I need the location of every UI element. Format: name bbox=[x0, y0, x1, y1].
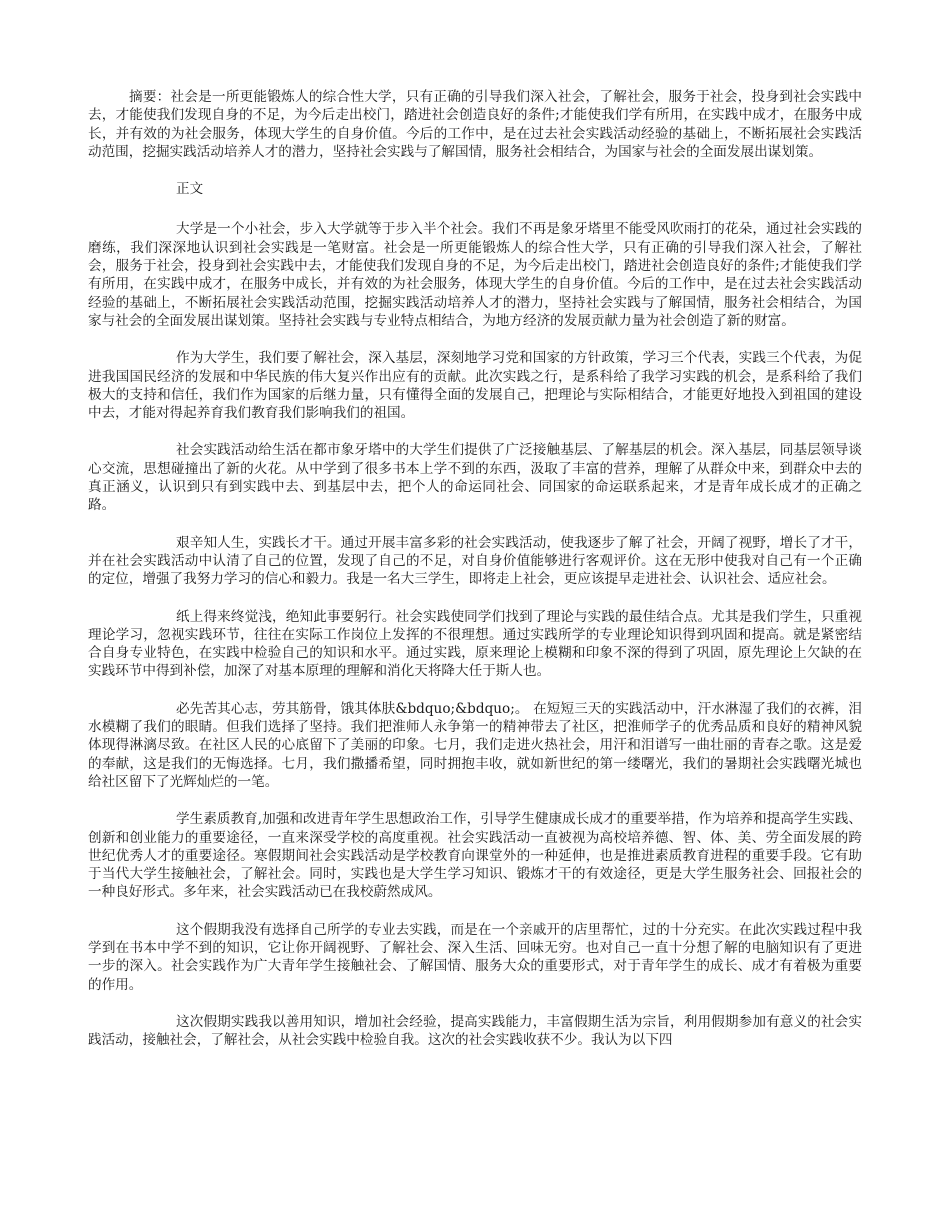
body-paragraph-7: 学生素质教育,加强和改进青年学生思想政治工作，引导学生健康成长成才的重要举措，作为培养和提高学生实践、创新和创业能力的重要途径，一直来深受学校的高度重视。社会实践活动一直被视为高校培养德、智、体、美、劳全面发展的跨世纪优秀人才的重要途径。寒假期间社会实践活动是学校教育向课堂外的一种延伸，也是推进素质教育进程的重要手段。它有助于当代大学生接触社会，了解社会。同时，实践也是大学生学习知识、锻炼才干的有效途径，更是大学生服务社会、回报社会的一种良好形式。多年来，社会实践活动已在我校蔚然成风。 bbox=[88, 811, 862, 901]
body-paragraph-8: 这个假期我没有选择自己所学的专业去实践，而是在一个亲戚开的店里帮忙，过的十分充实。在此次实践过程中我学到在书本中学不到的知识，它让你开阔视野、了解社会、深入生活、回味无穷。也对自己一直十分想了解的电脑知识有了更进一步的深入。社会实践作为广大青年学生接触社会、了解国情、服务大众的重要形式，对于青年学生的成长、成才有着极为重要的作用。 bbox=[88, 921, 862, 993]
body-paragraph-3: 社会实践活动给生活在都市象牙塔中的大学生们提供了广泛接触基层、了解基层的机会。深入基层，同基层领导谈心交流，思想碰撞出了新的火花。从中学到了很多书本上学不到的东西，汲取了丰富的营养，理解了从群众中来，到群众中去的真正涵义，认识到只有到实践中去、到基层中去，把个人的命运同社会、同国家的命运联系起来，才是青年成长成才的正确之路。 bbox=[88, 442, 862, 514]
body-paragraph-5: 纸上得来终觉浅，绝知此事要躬行。社会实践使同学们找到了理论与实践的最佳结合点。尤其是我们学生，只重视理论学习，忽视实践环节，往往在实际工作岗位上发挥的不很理想。通过实践所学的专业理论知识得到巩固和提高。就是紧密结合自身专业特色，在实践中检验自己的知识和水平。通过实践，原来理论上模糊和印象不深的得到了巩固，原先理论上欠缺的在实践环节中得到补偿，加深了对基本原理的理解和消化天将降大任于斯人也。 bbox=[88, 608, 862, 680]
body-paragraph-9: 这次假期实践我以善用知识，增加社会经验，提高实践能力，丰富假期生活为宗旨，利用假期参加有意义的社会实践活动，接触社会，了解社会，从社会实践中检验自我。这次的社会实践收获不少。我认为以下四 bbox=[88, 1013, 862, 1049]
body-paragraph-6: 必先苦其心志，劳其筋骨，饿其体肤&bdquo;&bdquo;。 在短短三天的实践活动中，汗水淋湿了我们的衣裤，泪水模糊了我们的眼睛。但我们选择了坚持。我们把淮师人永争第一的精神带去了社区，把淮师学子的优秀品质和良好的精神风貌体现得淋漓尽致。在社区人民的心底留下了美丽的印象。七月，我们走进火热社会，用汗和泪谱写一曲壮丽的青春之歌。这是爱的奉献，这是我们的无悔选择。七月，我们撒播希望，同时拥抱丰收，就如新世纪的第一缕曙光，我们的暑期社会实践曙光城也给社区留下了光辉灿烂的一笔。 bbox=[88, 700, 862, 790]
section-heading: 正文 bbox=[176, 181, 204, 198]
body-paragraph-1: 大学是一个小社会，步入大学就等于步入半个社会。我们不再是象牙塔里不能受风吹雨打的花朵，通过社会实践的磨练，我们深深地认识到社会实践是一笔财富。社会是一所更能锻炼人的综合性大学，只有正确的引导我们深入社会，了解社会，服务于社会，投身到社会实践中去，才能使我们发现自身的不足，为今后走出校门，踏进社会创造良好的条件;才能使我们学有所用，在实践中成才，在服务中成长，并有效的为社会服务，体现大学生的自身价值。今后的工作中，是在过去社会实践活动经验的基础上，不断拓展社会实践活动范围，挖掘实践活动培养人才的潜力，坚持社会实践与了解国情，服务社会相结合，为国家与社会的全面发展出谋划策。坚持社会实践与专业特点相结合，为地方经济的发展贡献力量为社会创造了新的财富。 bbox=[88, 221, 862, 329]
body-paragraph-4: 艰辛知人生，实践长才干。通过开展丰富多彩的社会实践活动，使我逐步了解了社会，开阔了视野，增长了才干，并在社会实践活动中认清了自己的位置，发现了自己的不足，对自身价值能够进行客观评价。这在无形中使我对自己有一个正确的定位，增强了我努力学习的信心和毅力。我是一名大三学生，即将走上社会，更应该提早走进社会、认识社会、适应社会。 bbox=[88, 534, 862, 588]
body-paragraph-2: 作为大学生，我们要了解社会，深入基层，深刻地学习党和国家的方针政策，学习三个代表，实践三个代表，为促进我国国民经济的发展和中华民族的伟大复兴作出应有的贡献。此次实践之行，是系科给了我学习实践的机会，是系科给了我们极大的支持和信任，我们作为国家的后继力量，只有懂得全面的发展自己，把理论与实际相结合，才能更好地投入到祖国的建设中去，才能对得起养育我们教育我们影响我们的祖国。 bbox=[88, 350, 862, 422]
abstract-paragraph: 摘要：社会是一所更能锻炼人的综合性大学，只有正确的引导我们深入社会，了解社会，服务于社会，投身到社会实践中去，才能使我们发现自身的不足，为今后走出校门，踏进社会创造良好的条件;才能使我们学有所用，在实践中成才，在服务中成长，并有效的为社会服务，体现大学生的自身价值。今后的工作中，是在过去社会实践活动经验的基础上，不断拓展社会实践活动范围，挖掘实践活动培养人才的潜力，坚持社会实践与了解国情，服务社会相结合，为国家与社会的全面发展出谋划策。 bbox=[88, 89, 862, 160]
document-page bbox=[88, 88, 862, 1049]
